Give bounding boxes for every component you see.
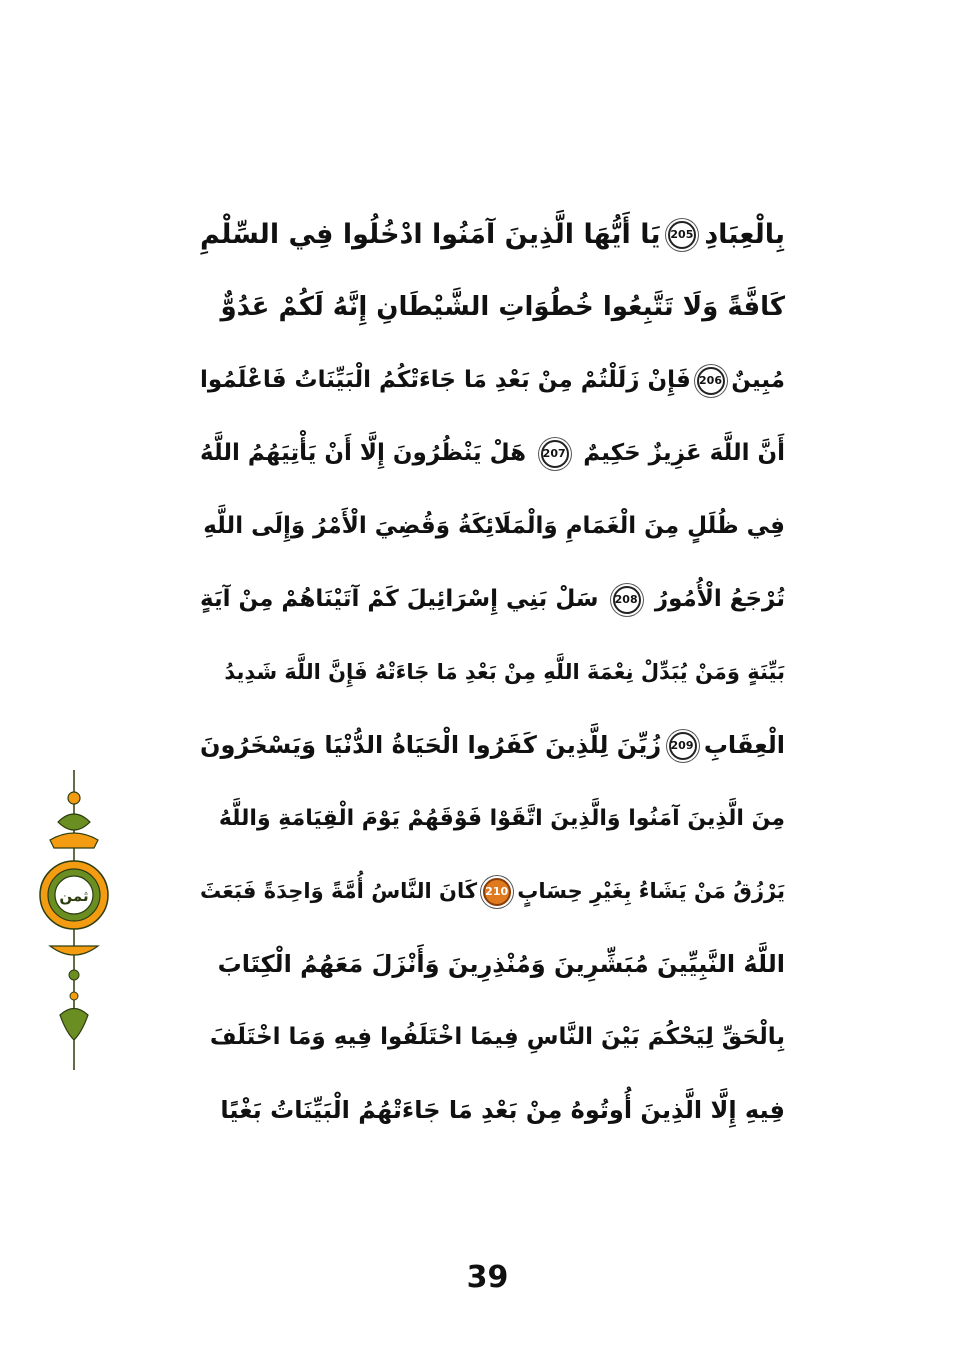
ornament-bead-low bbox=[70, 992, 78, 1000]
ayah-number-marker: 208 bbox=[613, 586, 641, 614]
text-line bbox=[200, 636, 785, 709]
hizb-ornament bbox=[38, 770, 110, 1070]
verse-text: فِي ظُلَلٍ مِنَ الْغَمَامِ وَالْمَلَائِكَةُ وَقُضِيَ الْأَمْرُ وَإِلَى اللَّهِ bbox=[203, 513, 785, 539]
verse-text: مُبِينٌ bbox=[731, 367, 785, 393]
ayah-number-marker: 205 bbox=[668, 221, 696, 249]
ornament-bead-top bbox=[68, 792, 80, 804]
text-line bbox=[200, 490, 785, 563]
verse-text: كَانَ النَّاسُ أُمَّةً وَاحِدَةً فَبَعَثَ bbox=[200, 879, 478, 903]
verse-text: أَنَّ اللَّهَ عَزِيزٌ حَكِيمٌ bbox=[583, 440, 785, 466]
ayah-number-marker: 207 bbox=[541, 440, 569, 468]
verse-text: بِالْعِبَادِ bbox=[704, 219, 785, 250]
verse-text: يَا أَيُّهَا الَّذِينَ آمَنُوا ادْخُلُوا فِي السِّلْمِ bbox=[200, 219, 661, 250]
ayah-number-marker: 209 bbox=[669, 732, 697, 760]
ornament-leaf-top bbox=[58, 814, 90, 830]
ornament-leaf-bottom bbox=[60, 1009, 88, 1041]
hizb-ayah-marker: 210 bbox=[483, 878, 511, 906]
text-line bbox=[200, 563, 785, 636]
text-line bbox=[200, 271, 785, 344]
verse-text: بِالْحَقِّ لِيَحْكُمَ بَيْنَ النَّاسِ فِيمَا اخْتَلَفُوا فِيهِ وَمَا اخْتَلَفَ bbox=[209, 1024, 785, 1050]
verse-text: تُرْجَعُ الْأُمُورُ bbox=[654, 586, 785, 612]
text-line bbox=[200, 344, 785, 417]
verse-text: اللَّهُ النَّبِيِّينَ مُبَشِّرِينَ وَمُنْذِرِينَ وَأَنْزَلَ مَعَهُمُ الْكِتَابَ bbox=[217, 950, 785, 978]
verse-text: سَلْ بَنِي إِسْرَائِيلَ كَمْ آتَيْنَاهُمْ مِنْ آيَةٍ bbox=[200, 586, 599, 612]
page-number: 39 bbox=[466, 1260, 509, 1295]
verse-text: يَرْزُقُ مَنْ يَشَاءُ بِغَيْرِ حِسَابٍ bbox=[517, 879, 785, 903]
hizb-label: ثمن bbox=[59, 887, 89, 905]
text-line bbox=[200, 1074, 785, 1147]
ornament-crown bbox=[50, 833, 98, 848]
text-line bbox=[200, 782, 785, 855]
verse-text: فِيهِ إِلَّا الَّذِينَ أُوتُوهُ مِنْ بَعْدِ مَا جَاءَتْهُمُ الْبَيِّنَاتُ بَغْيًا bbox=[220, 1096, 785, 1124]
verse-text: بَيِّنَةٍ وَمَنْ يُبَدِّلْ نِعْمَةَ اللَّهِ مِنْ بَعْدِ مَا جَاءَتْهُ فَإِنَّ اللَّهَ شَدِيدُ bbox=[224, 660, 785, 684]
text-line bbox=[200, 709, 785, 782]
verse-text: هَلْ يَنْظُرُونَ إِلَّا أَنْ يَأْتِيَهُمُ اللَّهُ bbox=[200, 440, 527, 466]
text-line bbox=[200, 928, 785, 1001]
ornament-bead-mid bbox=[69, 970, 79, 980]
text-line bbox=[200, 417, 785, 490]
text-line bbox=[200, 855, 785, 928]
ayah-number-marker: 206 bbox=[697, 367, 725, 395]
verse-text: فَإِنْ زَلَلْتُمْ مِنْ بَعْدِ مَا جَاءَتْكُمُ الْبَيِّنَاتُ فَاعْلَمُوا bbox=[200, 367, 691, 393]
verse-text: زُيِّنَ لِلَّذِينَ كَفَرُوا الْحَيَاةُ الدُّنْيَا وَيَسْخَرُونَ bbox=[200, 731, 662, 759]
text-line bbox=[200, 198, 785, 271]
quran-text-block bbox=[200, 198, 785, 1147]
verse-text: كَافَّةً وَلَا تَتَّبِعُوا خُطُوَاتِ الشَّيْطَانِ إِنَّهُ لَكُمْ عَدُوٌّ bbox=[220, 292, 785, 322]
verse-text: مِنَ الَّذِينَ آمَنُوا وَالَّذِينَ اتَّقَوْا فَوْقَهُمْ يَوْمَ الْقِيَامَةِ وَاللَّهُ bbox=[218, 806, 785, 831]
verse-text: الْعِقَابِ bbox=[703, 731, 785, 759]
ornament-base bbox=[50, 946, 98, 955]
text-line bbox=[200, 1001, 785, 1074]
